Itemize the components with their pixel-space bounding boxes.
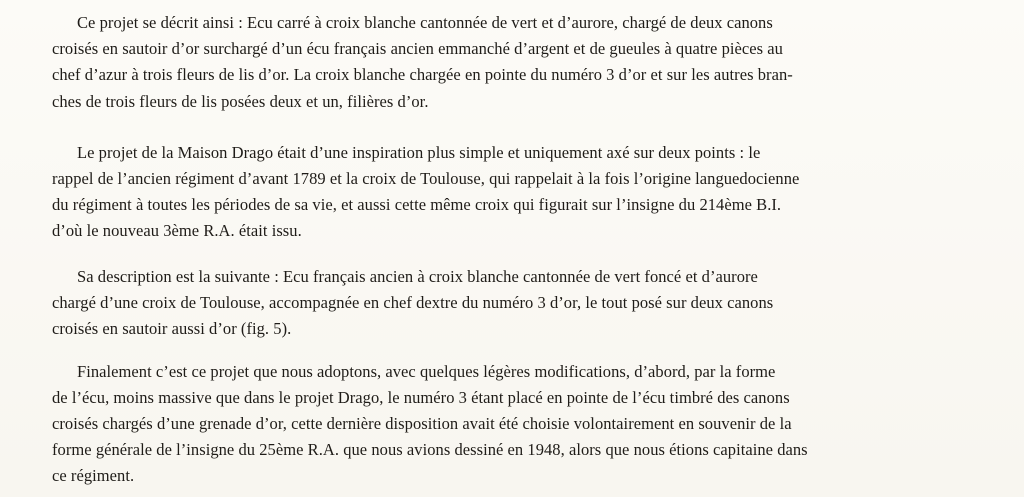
text-line: du régiment à toutes les périodes de sa vie, et aussi cette même croix qui figurait sur l’insigne du 214ème B.I.: [52, 195, 782, 214]
text-line: rappel de l’ancien régiment d’avant 1789 et la croix de Toulouse, qui rappelait à la fois l’origine languedocienne: [52, 169, 800, 188]
text-line: forme générale de l’insigne du 25ème R.A. que nous avions dessiné en 1948, alors que nous étions capitaine dans: [52, 440, 808, 459]
text-line: Ce projet se décrit ainsi : Ecu carré à croix blanche cantonnée de vert et d’aurore, chargé de deux canons: [77, 13, 773, 32]
text-line: croisés en sautoir aussi d’or (fig. 5).: [52, 319, 292, 338]
text-line: chef d’azur à trois fleurs de lis d’or. La croix blanche chargée en pointe du numéro 3 d’or et sur les autres bran-: [52, 65, 793, 84]
text-line: chargé d’une croix de Toulouse, accompagnée en chef dextre du numéro 3 d’or, le tout posé sur deux canons: [52, 293, 774, 312]
text-line: croisés en sautoir d’or surchargé d’un écu français ancien emmanché d’argent et de gueules à quatre pièces au: [52, 39, 783, 58]
text-line: Sa description est la suivante : Ecu français ancien à croix blanche cantonnée de vert foncé et d’aurore: [77, 267, 758, 286]
text-line: Finalement c’est ce projet que nous adoptons, avec quelques légères modifications, d’abord, par la forme: [77, 362, 776, 381]
text-line: ches de trois fleurs de lis posées deux et un, filières d’or.: [52, 92, 429, 111]
text-line: d’où le nouveau 3ème R.A. était issu.: [52, 221, 302, 240]
text-line: Le projet de la Maison Drago était d’une inspiration plus simple et uniquement axé sur deux points : le: [77, 143, 761, 162]
text-line: croisés chargés d’une grenade d’or, cette dernière disposition avait été choisie volontairement en souvenir de la: [52, 414, 792, 433]
text-line: de l’écu, moins massive que dans le projet Drago, le numéro 3 étant placé en pointe de l’écu timbré des canons: [52, 388, 790, 407]
text-line: ce régiment.: [52, 466, 135, 485]
